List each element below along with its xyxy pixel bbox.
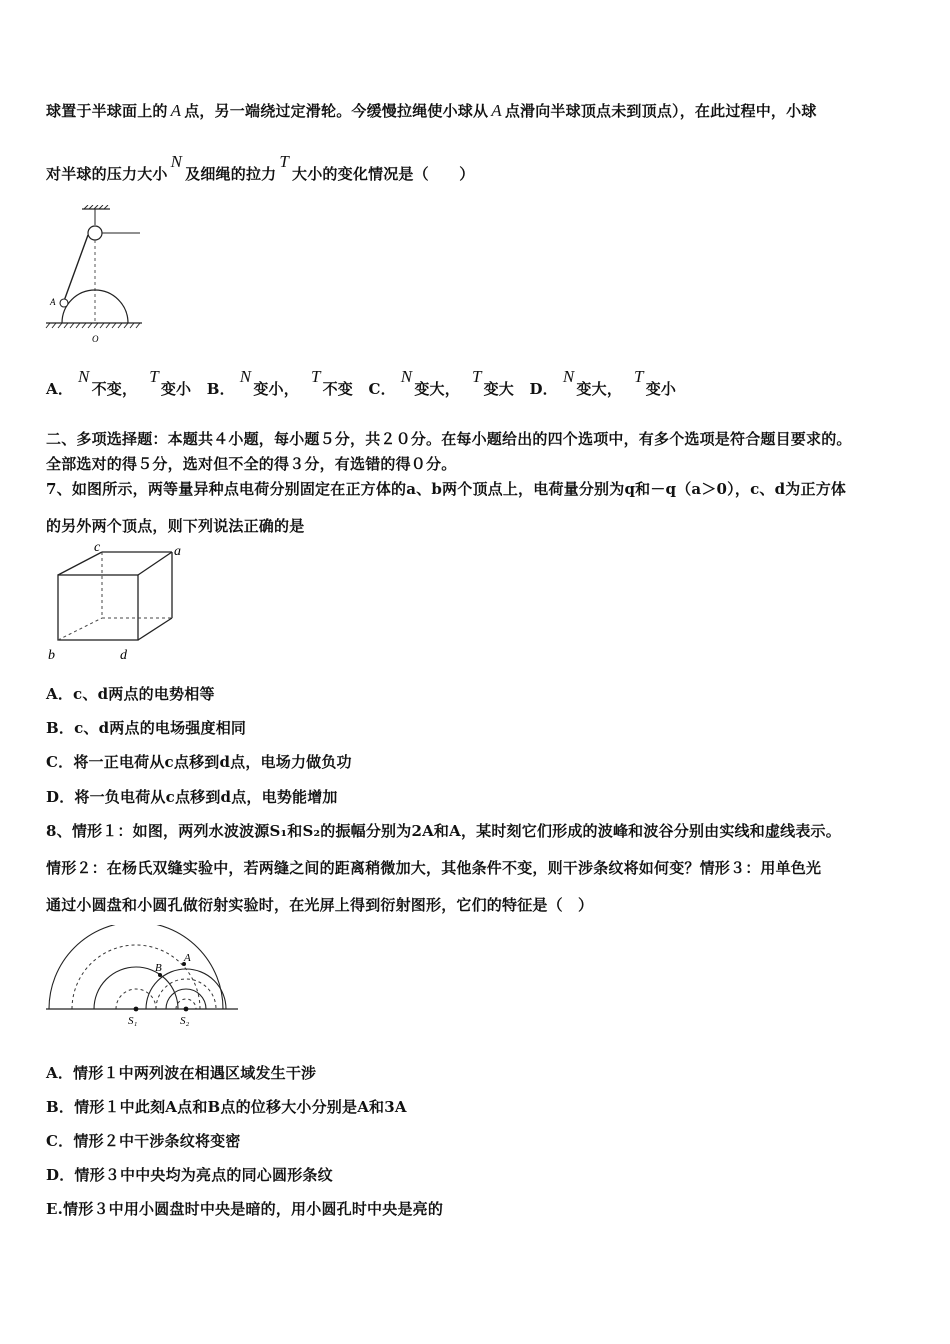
q6-stem-text: 及细绳的拉力 xyxy=(185,165,277,183)
var-t: T xyxy=(149,367,159,386)
q8-stem-line2: 情形２：在杨氏双缝实验中，若两缝之间的距离稍微加大，其他条件不变，则干涉条纹将如何变？情形３：用单色光 xyxy=(46,859,822,877)
var-n: N xyxy=(78,367,90,386)
q8-option-b[interactable]: B．情形１中此刻A点和B点的位移大小分别是A和3A xyxy=(46,1098,407,1116)
var-n: N xyxy=(170,152,183,171)
var-a: A xyxy=(170,101,182,120)
option-text: 变大 xyxy=(483,380,515,398)
var-n: N xyxy=(239,367,252,386)
q7-stem-line2: 的另外两个顶点，则下列说法正确的是 xyxy=(46,517,305,535)
option-label: C． xyxy=(368,380,396,398)
option-text: 不变 xyxy=(322,380,354,398)
option-text: 变小 xyxy=(160,380,192,398)
option-label: B． xyxy=(206,380,235,398)
q6-stem-text: 球置于半球面上的 xyxy=(46,102,168,120)
section2-heading-line1: 二、多项选择题：本题共４小题，每小题５分，共２０分。在每小题给出的四个选项中，有多个选项是符合题目要求的。 xyxy=(46,430,852,448)
q7-option-b[interactable]: B．c、d两点的电场强度相同 xyxy=(46,719,247,737)
q8-stem-line3: 通过小圆盘和小圆孔做衍射实验时，在光屏上得到衍射图形，它们的特征是（ ） xyxy=(46,896,594,914)
var-t: T xyxy=(310,367,321,386)
q8-option-d[interactable]: D．情形３中中央均为亮点的同心圆形条纹 xyxy=(46,1166,333,1184)
q6-option-d[interactable] xyxy=(529,367,678,398)
section2-heading-line2: 全部选对的得５分，选对但不全的得３分，有选错的得０分。 xyxy=(46,455,457,473)
option-text: 变大， xyxy=(414,380,460,398)
option-text: 变小， xyxy=(253,380,299,398)
q6-option-c[interactable] xyxy=(368,367,516,398)
q8-stem-line1: 8、情形１：如图，两列水波波源S₁和S₂的振幅分别为2A和A，某时刻它们形成的波峰和波谷分别由实线和虚线表示。 xyxy=(46,822,841,840)
cube-label-a: a xyxy=(174,544,181,559)
q6-stem-text: 点，另一端绕过定滑轮。今缓慢拉绳使小球从 xyxy=(184,102,489,120)
q6-stem-line1 xyxy=(46,100,817,121)
q6-option-a[interactable] xyxy=(46,367,193,398)
q7-option-a[interactable]: A．c、d两点的电势相等 xyxy=(46,685,215,703)
q6-stem-line2 xyxy=(46,152,475,184)
var-t: T xyxy=(471,367,482,386)
option-label: A． xyxy=(46,380,74,398)
q6-option-b[interactable] xyxy=(206,367,355,398)
q8-option-e[interactable]: E.情形３中用小圆盘时中央是暗的，用小圆孔时中央是亮的 xyxy=(46,1200,444,1218)
option-label: D． xyxy=(529,380,558,398)
q7-option-d[interactable]: D．将一负电荷从c点移到d点，电势能增加 xyxy=(46,788,338,806)
cube-label-b: b xyxy=(48,648,55,663)
fig-label-a: A xyxy=(50,297,56,307)
cube-label-d: d xyxy=(120,648,127,663)
var-n: N xyxy=(562,367,575,386)
q6-options xyxy=(46,367,680,399)
wave-label-b: B xyxy=(155,962,162,974)
q6-stem-text: 点滑向半球顶点未到顶点），在此过程中，小球 xyxy=(504,102,817,120)
q6-stem-text: 大小的变化情况是（ ） xyxy=(292,165,475,183)
q8-option-a[interactable]: A．情形１中两列波在相遇区域发生干涉 xyxy=(46,1064,317,1082)
fig-label-o: O xyxy=(92,334,99,344)
option-text: 变小 xyxy=(645,380,677,398)
wave-label-s1: S₁ xyxy=(128,1015,138,1027)
q6-stem-text: 对半球的压力大小 xyxy=(46,165,168,183)
q8-option-c[interactable]: C．情形２中干涉条纹将变密 xyxy=(46,1132,241,1150)
var-a: A xyxy=(491,101,502,120)
var-n: N xyxy=(400,367,413,386)
cube-figure xyxy=(44,543,194,665)
option-text: 不变， xyxy=(91,380,138,398)
option-text: 变大， xyxy=(576,380,623,398)
wave-label-s2: S₂ xyxy=(180,1015,190,1027)
cube-label-c: c xyxy=(94,543,101,555)
var-t: T xyxy=(279,152,290,171)
wave-label-a: A xyxy=(184,952,191,964)
q7-stem-line1: 7、如图所示，两等量异种点电荷分别固定在正方体的a、b两个顶点上，电荷量分别为q和－q（a＞0），c、d为正方体 xyxy=(46,480,847,498)
var-t: T xyxy=(634,367,644,386)
pulley-hemisphere-figure xyxy=(40,205,150,347)
q7-option-c[interactable]: C．将一正电荷从c点移到d点，电场力做负功 xyxy=(46,753,352,771)
water-wave-figure xyxy=(44,925,244,1030)
